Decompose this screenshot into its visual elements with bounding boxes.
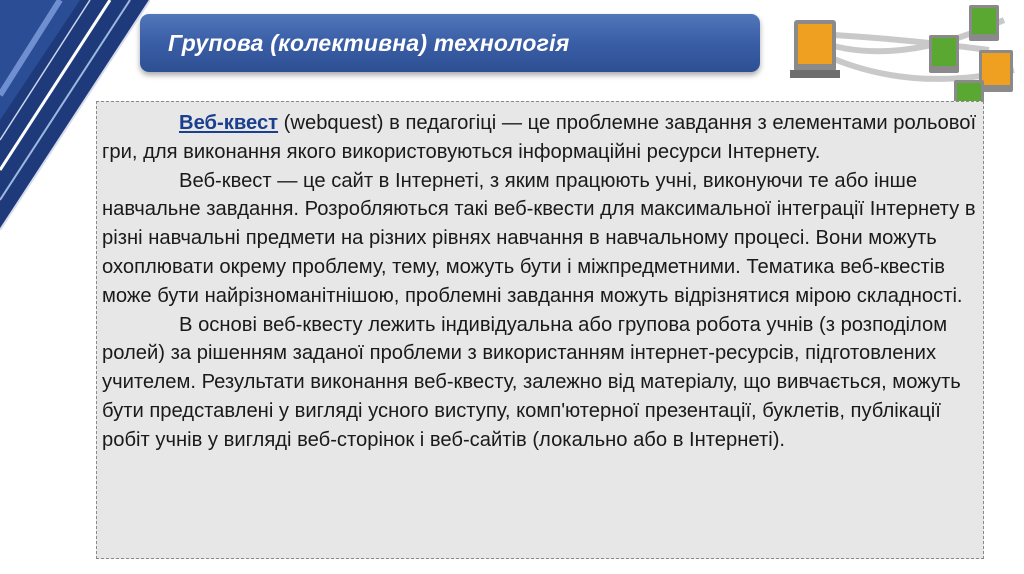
- content-text-box: [96, 101, 984, 559]
- paragraph-1: [102, 109, 977, 167]
- title-banner: [140, 14, 760, 72]
- paragraph-2-text: Веб-квест — це сайт в Інтернеті, з яким працюють учні, виконуючи те або інше навчальне завдання. Розробляються такі веб-квести для максимальної інтеграції Інтернету в різні навчальні предмети на різних рівнях навчання в навчальному процесі. Вони можуть охоплювати окрему проблему, тему, можуть бути і міжпредметними. Тематика веб-квестів може бути найрізноманітнішою, проблемні завдання можуть відрізнятися мірою складності.: [102, 169, 976, 307]
- paragraph-2: [102, 167, 977, 311]
- paragraph-3: [102, 311, 977, 455]
- paragraph-3-text: В основі веб-квесту лежить індивідуальна або групова робота учнів (з розподілом ролей) за рішенням заданої проблеми з використанням інтернет-ресурсів, підготовлених учителем. Результати виконання веб-квесту, залежно від матеріалу, що вивчається, можуть бути представлені у вигляді усного виступу, комп'ютерної презентації, буклетів, публікації робіт учнів у вигляді веб-сторінок і веб-сайтів (локально або в Інтернеті).: [102, 313, 961, 451]
- webquest-term-link[interactable]: Веб-квест: [179, 112, 279, 134]
- slide-title: Групова (колективна) технологія: [168, 29, 570, 56]
- paragraph-1-text: (webquest) в педагогіці — це проблемне завдання з елементами рольової гри, для виконання якого використовуються інформаційні ресурси Інтернету.: [102, 112, 977, 163]
